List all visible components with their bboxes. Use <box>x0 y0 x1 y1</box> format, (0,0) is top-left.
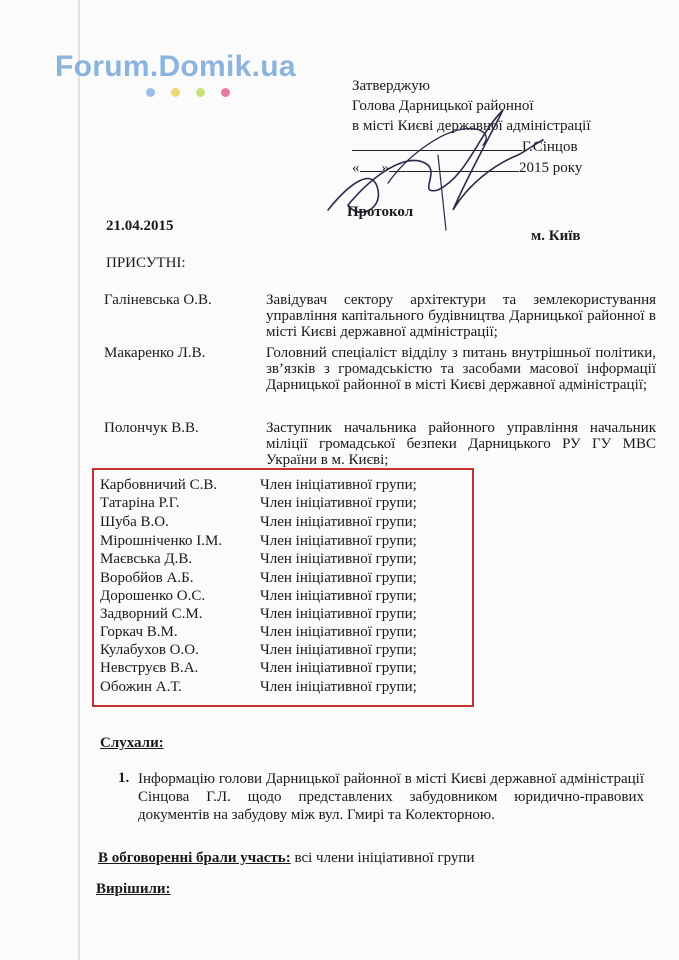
present-label: ПРИСУТНІ: <box>106 255 186 271</box>
approval-line-2: Голова Дарницької районної <box>352 98 534 114</box>
member-name: Мірошніченко І.М. <box>100 533 223 549</box>
member-role: Член ініціативної групи; <box>260 495 417 511</box>
official-role: Завідувач сектору архітектури та землекористування управління капітального будівництва Дарницької районної в місті Києві державної адміністрації; <box>266 292 656 340</box>
member-role: Член ініціативної групи; <box>260 551 417 567</box>
member-role: Член ініціативної групи; <box>260 477 417 493</box>
watermark-dot <box>196 88 205 97</box>
member-role: Член ініціативної групи; <box>260 588 417 604</box>
official-role: Заступник начальника районного управління начальник міліції громадської безпеки Дарницького РУ ГУ МВС України в м. Києві; <box>266 420 656 468</box>
member-name: Воробйов А.Б. <box>100 570 194 586</box>
watermark-logo: Forum.Domik.ua <box>55 50 296 83</box>
member-role: Член ініціативної групи; <box>260 533 417 549</box>
protocol-title: Протокол <box>347 204 414 220</box>
watermark-dot <box>146 88 155 97</box>
discussion-label: В обговоренні брали участь: <box>98 850 291 866</box>
date-quote-open: « <box>352 160 360 176</box>
heard-item-text: Інформацію голови Дарницької районної в місті Києві державної адміністрації Сінцова Г.Л. щодо представлених забудовником юридично-правових документів на забудову між вул. Гмирі та Колекторною. <box>138 771 644 823</box>
protocol-date: 21.04.2015 <box>106 218 174 234</box>
heard-label: Слухали: <box>100 735 164 751</box>
member-role: Член ініціативної групи; <box>260 642 417 658</box>
member-name: Кулабухов О.О. <box>100 642 199 658</box>
approval-year: 2015 року <box>519 160 583 176</box>
member-name: Татаріна Р.Г. <box>100 495 180 511</box>
member-role: Член ініціативної групи; <box>260 570 417 586</box>
watermark-dot <box>221 88 230 97</box>
member-name: Задворний С.М. <box>100 606 203 622</box>
official-role: Головний спеціаліст відділу з питань внутрішньої політики, зв’язків з громадськістю та засобами масової інформації Дарницької районної в місті Києві державної адміністрації; <box>266 345 656 393</box>
member-name: Горкач В.М. <box>100 624 178 640</box>
protocol-city: м. Київ <box>531 228 581 244</box>
member-name: Невструєв В.А. <box>100 660 199 676</box>
member-name: Дорошенко О.С. <box>100 588 206 604</box>
discussion-line <box>98 850 474 867</box>
decided-label: Вирішили: <box>96 881 171 897</box>
discussion-text: всі члени ініціативної групи <box>290 850 475 866</box>
official-name: Полончук В.В. <box>104 420 199 436</box>
member-role: Член ініціативної групи; <box>260 660 417 676</box>
member-name: Шуба В.О. <box>100 514 169 530</box>
approval-signer: Г.Сінцов <box>522 139 578 155</box>
official-name: Галіневська О.В. <box>104 292 212 308</box>
member-role: Член ініціативної групи; <box>260 606 417 622</box>
member-name: Карбовничий С.В. <box>100 477 218 493</box>
watermark-dot <box>171 88 180 97</box>
member-name: Обожин А.Т. <box>100 679 182 695</box>
approval-line-3: в місті Києві державної адміністрації <box>352 118 591 134</box>
member-name: Маєвська Д.В. <box>100 551 193 567</box>
watermark-dots <box>146 88 230 97</box>
highlight-annotation-box <box>92 468 474 707</box>
member-role: Член ініціативної групи; <box>260 679 417 695</box>
heard-item-number: 1. <box>118 770 130 786</box>
member-role: Член ініціативної групи; <box>260 514 417 530</box>
official-name: Макаренко Л.В. <box>104 345 206 361</box>
page-edge-shadow <box>78 0 80 960</box>
member-role: Член ініціативної групи; <box>260 624 417 640</box>
approval-line-1: Затверджую <box>352 78 430 94</box>
date-quote-close: » <box>381 160 389 176</box>
